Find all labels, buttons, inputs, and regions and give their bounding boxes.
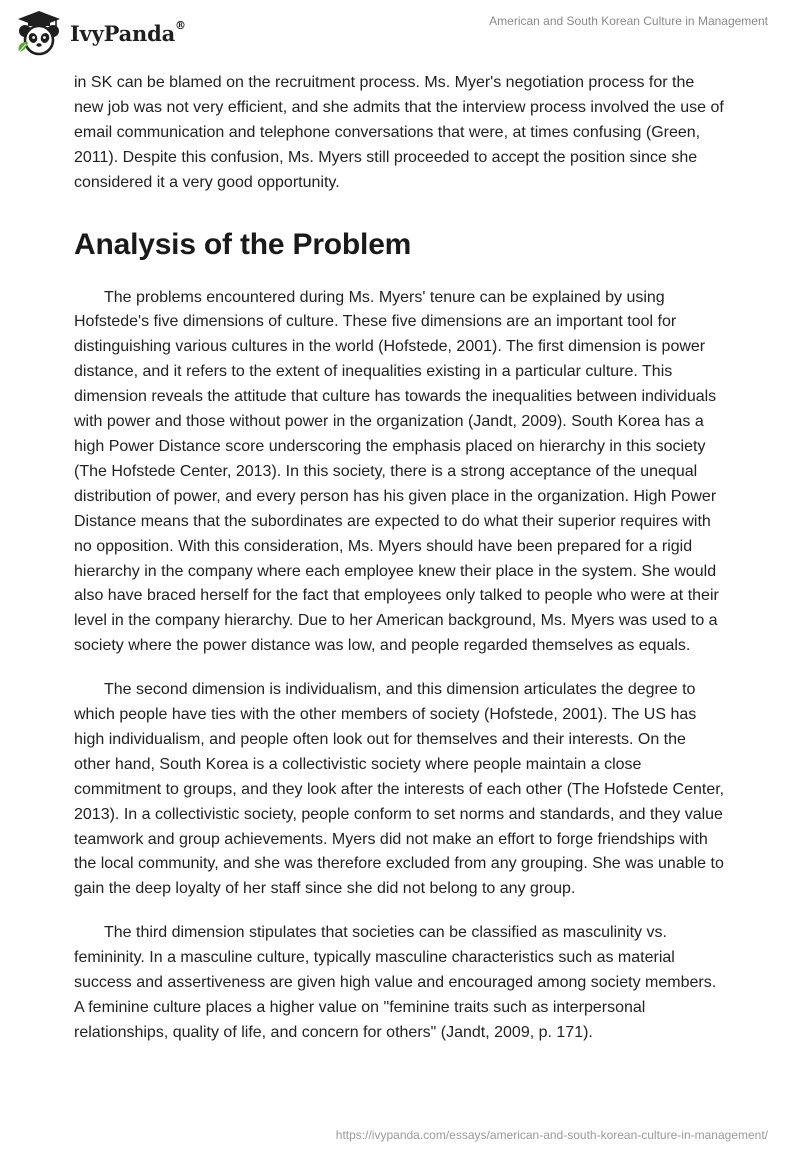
registered-mark: ® — [175, 18, 186, 32]
essay-content — [74, 71, 726, 1046]
page-header — [0, 0, 800, 70]
document-title: American and South Korean Culture in Management — [489, 14, 768, 28]
ivypanda-logo[interactable] — [14, 8, 186, 58]
paragraph-intro: in SK can be blamed on the recruitment process. Ms. Myer's negotiation process for the new job was not very efficient, and she admits that the interview process involved the use of email communication and telephone conversations that were, at times confusing (Green, 2011). Despite this confusion, Ms. Myers still proceeded to accept the position since she considered it a very good opportunity. — [74, 74, 724, 191]
paragraph-masculinity: The third dimension stipulates that societies can be classified as masculinity vs. femininity. In a masculine culture, typically masculine characteristics such as material success and assertiveness are given high value and encouraged among society members. A feminine culture places a higher value on "feminine traits such as interpersonal relationships, quality of life, and concern for others" (Jandt, 2009, p. 171). — [74, 924, 717, 1041]
source-url[interactable]: https://ivypanda.com/essays/american-and-south-korean-culture-in-management/ — [335, 1128, 768, 1142]
logo-wordmark — [70, 18, 186, 46]
panda-logo-icon — [14, 8, 64, 58]
section-heading: Analysis of the Problem — [74, 227, 412, 261]
logo-text: IvyPanda — [70, 20, 176, 46]
paragraph-power-distance: The problems encountered during Ms. Myers' tenure can be explained by using Hofstede's five dimensions of culture. These five dimensions are an important tool for distinguishing various cultures in the world (Hofstede, 2001). The first dimension is power distance, and it refers to the extent of inequalities existing in a particular culture. This dimension reveals the attitude that culture has towards the inequalities between individuals with power and those without power in the organization (Jandt, 2009). South Korea has a high Power Distance score underscoring the emphasis placed on hierarchy in this society (The Hofstede Center, 2013). In this society, there is a strong acceptance of the unequal distribution of power, and every person has his given place in the organization. High Power Distance means that the subordinates are expected to do what their superior requires with no opposition. With this consideration, Ms. Myers should have been prepared for a rigid hierarchy in the company where each employee knew their place in the system. She would also have braced herself for the fact that employees only talked to people who were at their level in the company hierarchy. Due to her American background, Ms. Myers was used to a society where the power distance was low, and people regarded themselves as equals. — [74, 288, 719, 655]
paragraph-individualism: The second dimension is individualism, and this dimension articulates the degree to which people have ties with the other members of society (Hofstede, 2001). The US has high individualism, and people often look out for themselves and their interests. On the other hand, South Korea is a collectivistic society where people maintain a close commitment to groups, and they look after the interests of each other (The Hofstede Center, 2013). In a collectivistic society, people conform to set norms and standards, and they value teamwork and group achievements. Myers did not make an effort to forge friendships with the local community, and she was therefore excluded from any grouping. She was unable to gain the deep loyalty of her staff since she did not belong to any group. — [74, 681, 725, 898]
